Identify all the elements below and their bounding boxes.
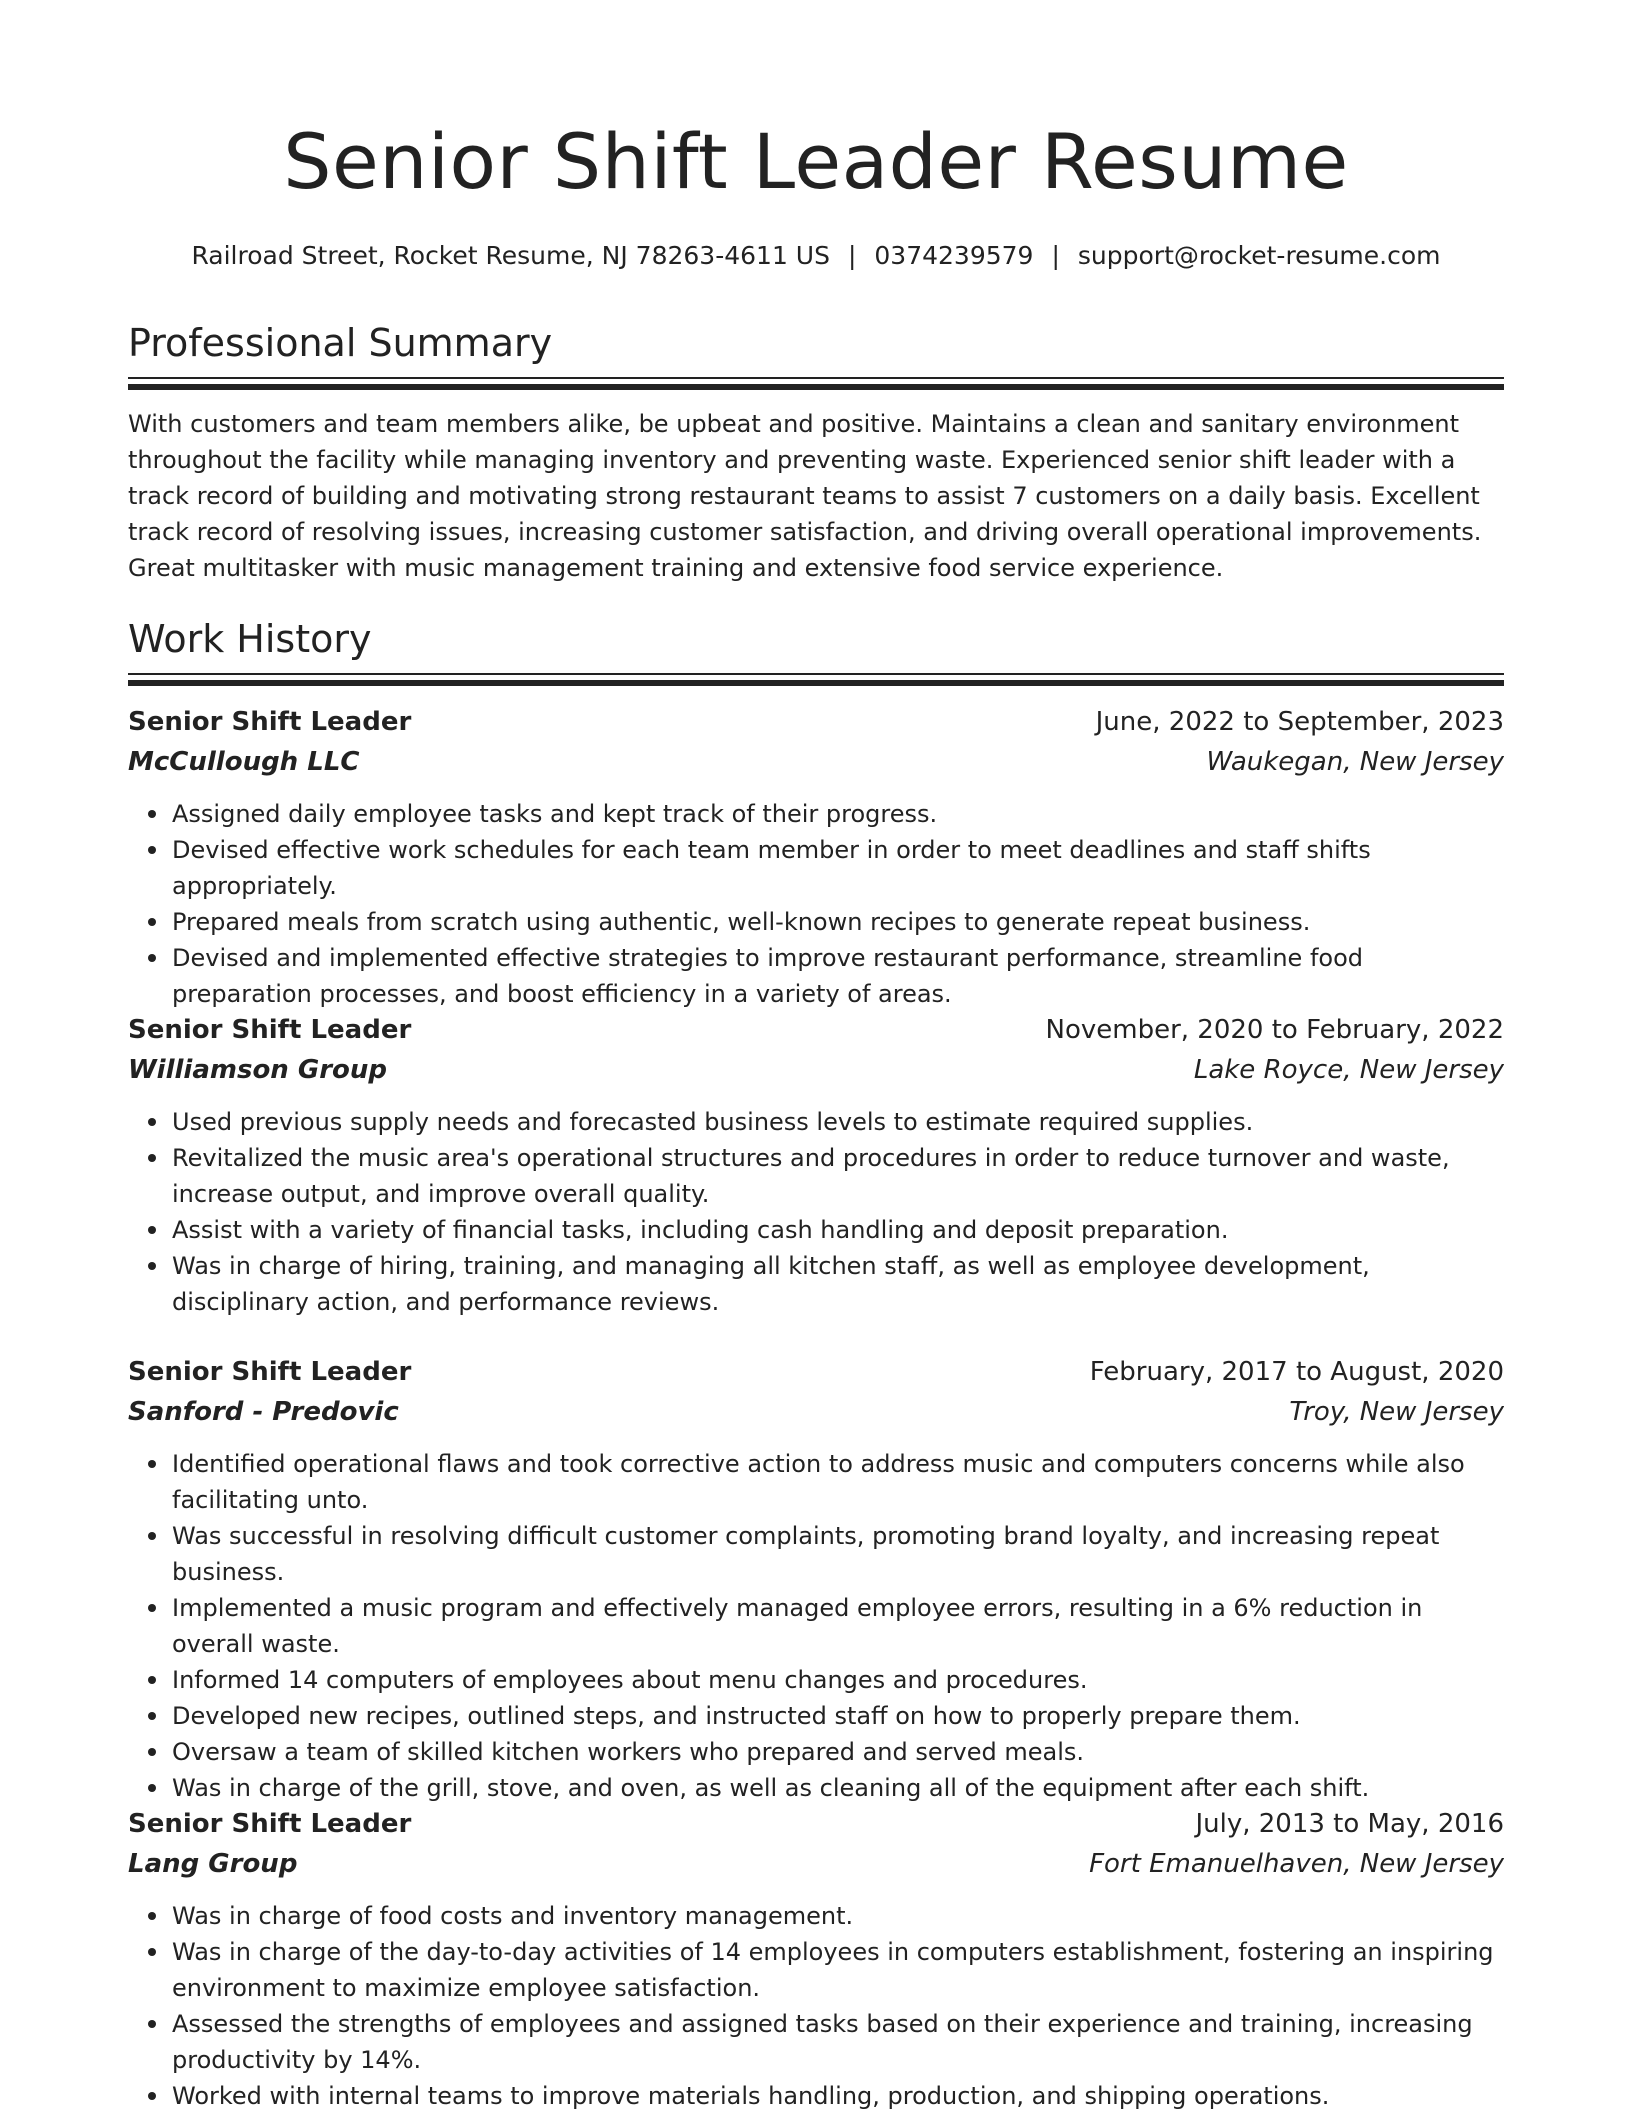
section-divider-thin [128,377,1504,379]
job-bullet: Was successful in resolving difficult customer complaints, promoting brand loyalty, and increasing repeat business. [172,1518,1504,1590]
contact-phone: 0374239579 [874,241,1034,270]
job-company: McCullough LLC [128,747,360,777]
job-bullets [128,796,1504,1012]
job-bullet: Used previous supply needs and forecasted business levels to estimate required supplies. [172,1104,1504,1140]
job-entry [128,702,1504,1012]
job-company-row [128,1392,1504,1432]
job-title: Senior Shift Leader [128,707,412,737]
job-bullets [128,1898,1504,2112]
summary-text: With customers and team members alike, be upbeat and positive. Maintains a clean and sanitary environment throughout the facility while managing inventory and preventing waste. Experienced senior shift leader with a track record of building and motivating strong restaurant teams to assist 7 customers on a daily basis. Excellent track record of resolving issues, increasing customer satisfaction, and driving overall operational improvements. Great multitasker with music management training and extensive food service experience. [128,410,1482,582]
job-company-row [128,1844,1504,1884]
resume-page [128,0,1504,2112]
job-dates: February, 2017 to August, 2020 [1089,1357,1504,1387]
job-header-row [128,1352,1504,1392]
job-bullet: Devised and implemented effective strategies to improve restaurant performance, streamline food preparation processes, and boost efficiency in a variety of areas. [172,940,1504,1012]
contact-email: support@rocket-resume.com [1077,241,1441,270]
job-bullet: Assist with a variety of financial tasks, including cash handling and deposit preparation. [172,1212,1504,1248]
job-bullet: Was in charge of the day-to-day activities of 14 employees in computers establishment, fostering an inspiring environment to maximize employee satisfaction. [172,1934,1504,2006]
job-bullet: Worked with internal teams to improve materials handling, production, and shipping operations. [172,2078,1504,2112]
summary-heading: Professional Summary [128,321,553,365]
job-bullet: Assessed the strengths of employees and assigned tasks based on their experience and training, increasing productivity by 14%. [172,2006,1504,2078]
job-bullet: Prepared meals from scratch using authentic, well-known recipes to generate repeat business. [172,904,1504,940]
job-bullet: Assigned daily employee tasks and kept track of their progress. [172,796,1504,832]
job-bullet: Identified operational flaws and took corrective action to address music and computers concerns while also facilitating unto. [172,1446,1504,1518]
job-company: Lang Group [128,1849,298,1879]
job-company-row [128,1050,1504,1090]
job-dates: June, 2022 to September, 2023 [1095,707,1504,737]
section-divider-thick [128,384,1504,390]
work-history-heading: Work History [128,617,372,661]
job-header-row [128,1804,1504,1844]
job-location: Lake Royce, New Jersey [1193,1055,1504,1085]
job-bullet: Revitalized the music area's operational structures and procedures in order to reduce turnover and waste, increase output, and improve overall quality. [172,1140,1504,1212]
job-title: Senior Shift Leader [128,1015,412,1045]
job-bullet: Oversaw a team of skilled kitchen workers who prepared and served meals. [172,1734,1504,1770]
job-location: Fort Emanuelhaven, New Jersey [1089,1849,1504,1879]
job-entry [128,1804,1504,2112]
job-entry [128,1352,1504,1806]
job-bullet: Implemented a music program and effectively managed employee errors, resulting in a 6% reduction in overall waste. [172,1590,1504,1662]
job-title: Senior Shift Leader [128,1809,412,1839]
job-bullets [128,1446,1504,1806]
job-bullet: Was in charge of the grill, stove, and oven, as well as cleaning all of the equipment after each shift. [172,1770,1504,1806]
contact-separator: | [1051,241,1060,270]
job-bullet: Developed new recipes, outlined steps, and instructed staff on how to properly prepare them. [172,1698,1504,1734]
job-bullet: Devised effective work schedules for each team member in order to meet deadlines and staff shifts appropriately. [172,832,1504,904]
job-header-row [128,702,1504,742]
job-bullets [128,1104,1504,1320]
job-company: Sanford - Predovic [128,1397,399,1427]
job-dates: July, 2013 to May, 2016 [1195,1809,1504,1839]
job-bullet: Was in charge of hiring, training, and managing all kitchen staff, as well as employee development, disciplinary action, and performance reviews. [172,1248,1504,1320]
job-entry [128,1010,1504,1320]
page-title: Senior Shift Leader Resume [283,117,1349,206]
contact-separator: | [847,241,857,270]
job-header-row [128,1010,1504,1050]
section-divider-thick [128,680,1504,686]
job-company-row [128,742,1504,782]
job-location: Waukegan, New Jersey [1206,747,1504,777]
job-title: Senior Shift Leader [128,1357,412,1387]
contact-address: Railroad Street, Rocket Resume, NJ 78263-4611 US [191,241,830,270]
section-divider-thin [128,673,1504,675]
job-company: Williamson Group [128,1055,388,1085]
job-bullet: Informed 14 computers of employees about menu changes and procedures. [172,1662,1504,1698]
job-location: Troy, New Jersey [1289,1397,1504,1427]
job-bullet: Was in charge of food costs and inventory management. [172,1898,1504,1934]
contact-line [128,236,1504,276]
job-dates: November, 2020 to February, 2022 [1045,1015,1504,1045]
